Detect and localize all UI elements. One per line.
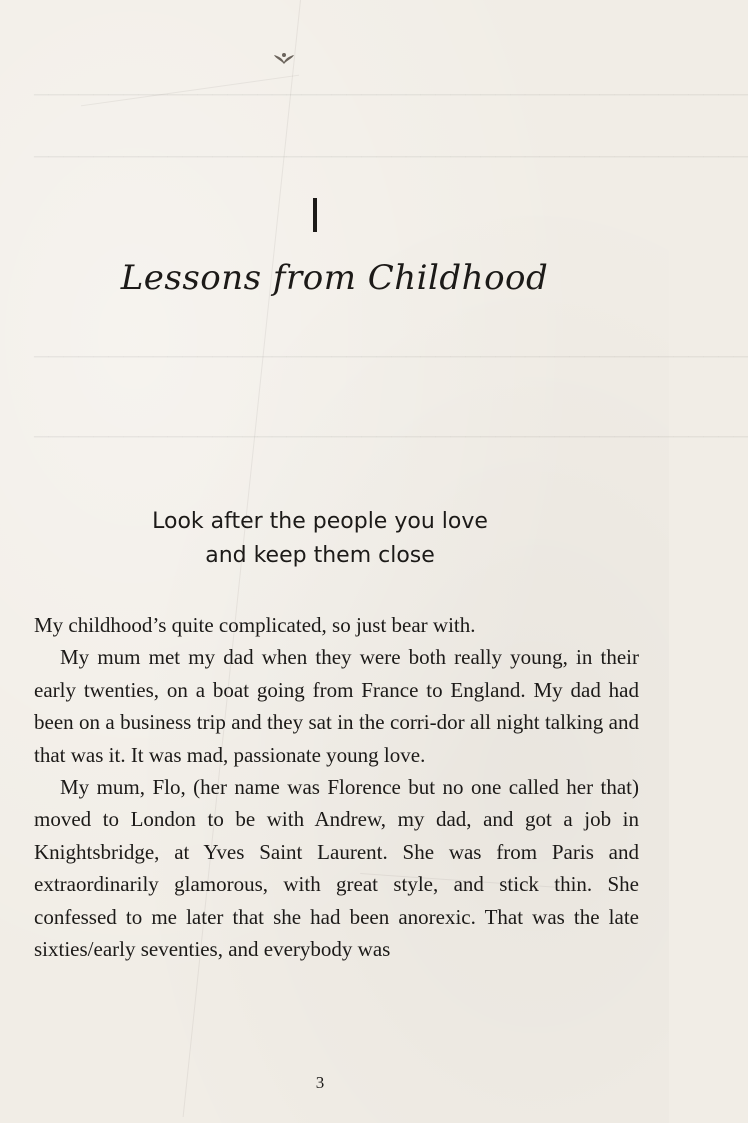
page-number: 3 — [315, 1073, 325, 1092]
epigraph-line-1: Look after the people you love — [152, 509, 488, 534]
paragraph-3: My mum, Flo, (her name was Florence but no one called her that) moved to London to be with Andrew, my dad, and got a job in Knightsbridge, at Yves Saint Laurent. She was from Paris and extraordinarily glamorous, with great style, and stick thin. She confessed to me later that she had been anorexic. That was the late sixties/early seventies, and everybody was — [34, 775, 639, 962]
fleuron-icon — [272, 50, 296, 66]
paragraph-1: My childhood’s quite complicated, so just bear with. — [34, 613, 476, 637]
paragraph-2: My mum met my dad when they were both really young, in their early twenties, on a boat going from France to England. My dad had been on a business trip and they sat in the corri-dor all night talking and that was it. It was mad, passionate young love. — [34, 645, 639, 767]
body-text — [34, 609, 639, 965]
chapter-title: Lessons from Childhood — [120, 258, 549, 298]
epigraph-line-2: and keep them close — [205, 543, 435, 568]
book-page: ──────────────────────────────────────────────── ──────────────────────────────────────────────── ──────────────────────────────────────────────── ──────────────────────────────────────────────── Lessons from Childhood Look after the people you love and keep them close My childhood’s quite complicated, so just bear with. My mum met my dad when they were both really young, in their early twenties, on a boat going from France to England. My dad had been on a business trip and they sat in the corri-dor all night talking and that was it. It was mad, passionate young love. My mum, Flo, (her name was Florence but no one called her that) moved to London to be with Andrew, my dad, and got a job in Knightsbridge, at Yves Saint Laurent. She was from Paris and extraordinarily glamorous, with great style, and stick thin. She confessed to me later that she had been anorexic. That was the late sixties/early seventies, and everybody was 3 — [0, 0, 669, 1123]
chapter-number-mark — [313, 198, 317, 232]
